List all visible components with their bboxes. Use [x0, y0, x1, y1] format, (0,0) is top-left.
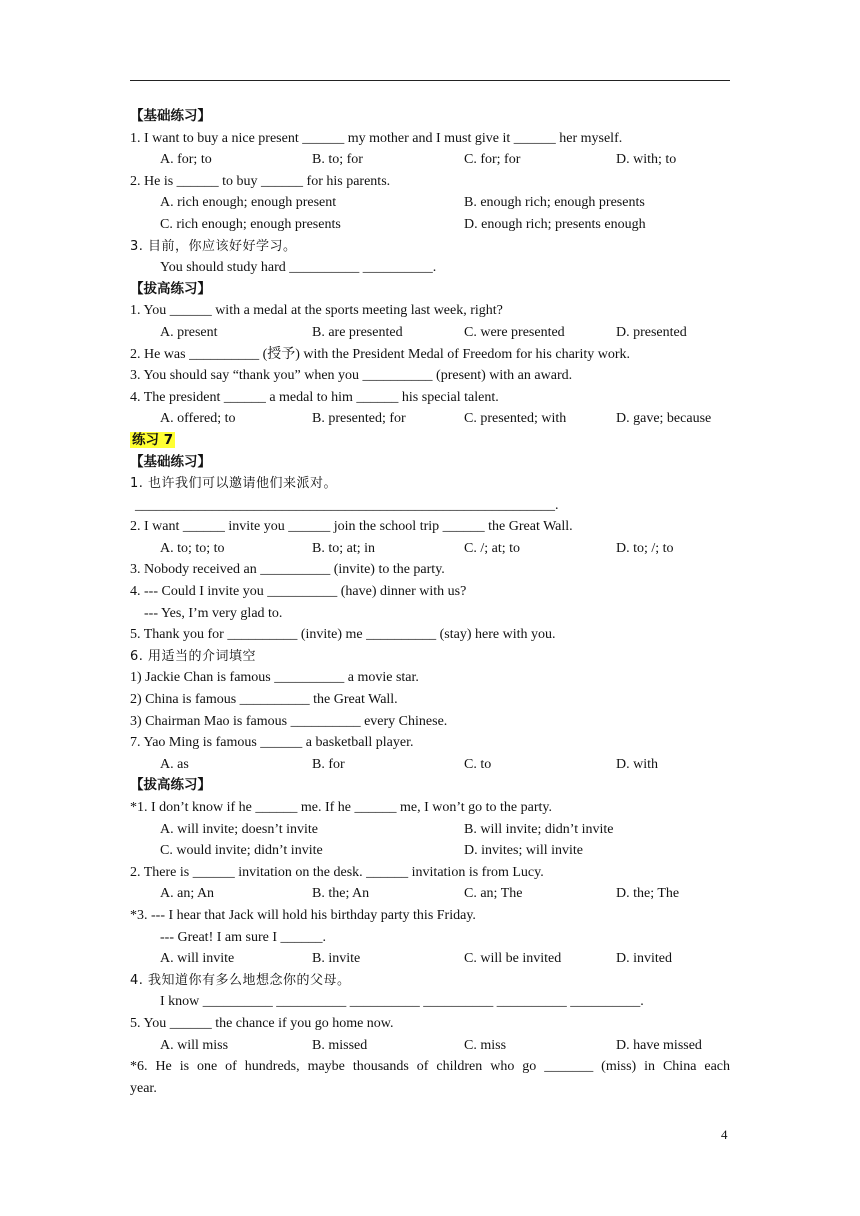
- header-rule: [130, 80, 730, 81]
- answer-option: A. for; to: [160, 152, 212, 168]
- answer-option: C. /; at; to: [464, 540, 520, 556]
- answer-option: C. miss: [464, 1037, 507, 1053]
- exercise-heading-label: 练习 7: [132, 431, 174, 448]
- question-text: 2. He is ______ to buy ______ for his parents.: [130, 173, 391, 189]
- question-text: 1. 也许我们可以邀请他们来派对。: [130, 476, 338, 492]
- answer-option: D. invites; will invite: [464, 843, 583, 859]
- question-text: 3) Chairman Mao is famous __________ every Chinese.: [130, 713, 448, 729]
- question-text: *1. I don’t know if he ______ me. If he ______ me, I won’t go to the party.: [130, 800, 553, 815]
- question-text: 2. I want ______ invite you ______ join the school trip ______ the Great Wall.: [130, 519, 573, 535]
- page-number: 4: [721, 1127, 728, 1142]
- dialogue-line: --- Yes, I’m very glad to.: [144, 605, 283, 621]
- question-text: 7. Yao Ming is famous ______ a basketball player.: [130, 735, 414, 751]
- question-text: 2) China is famous __________ the Great Wall.: [130, 692, 398, 708]
- answer-options: [130, 883, 730, 905]
- answer-options: [130, 1035, 730, 1057]
- answer-option: A. an; An: [160, 886, 215, 902]
- section-heading: 【基础练习】: [130, 108, 211, 124]
- answer-option: B. the; An: [312, 886, 370, 902]
- answer-option: D. enough rich; presents enough: [464, 216, 646, 232]
- question-text: 3. 目前，你应该好好学习。: [130, 238, 297, 254]
- exercise-heading: [130, 430, 730, 452]
- answer-option: B. will invite; didn’t invite: [464, 821, 614, 837]
- answer-options: [130, 408, 730, 430]
- answer-option: A. present: [160, 324, 218, 340]
- answer-options: [130, 322, 730, 344]
- answer-option: C. rich enough; enough presents: [160, 216, 341, 232]
- answer-option: C. presented; with: [464, 411, 567, 427]
- answer-option: B. for: [312, 756, 345, 772]
- question-text: 3. Nobody received an __________ (invite) to the party.: [130, 562, 445, 578]
- answer-option: D. with: [616, 756, 658, 772]
- answer-option: C. an; The: [464, 886, 523, 902]
- question-text: 4. The president ______ a medal to him ______ his special talent.: [130, 389, 499, 405]
- question-text: 1. You ______ with a medal at the sports meeting last week, right?: [130, 303, 503, 319]
- answer-option: C. would invite; didn’t invite: [160, 843, 323, 859]
- question-text: year.: [130, 1080, 157, 1096]
- answer-option: D. gave; because: [616, 411, 712, 427]
- answer-option: D. have missed: [616, 1037, 702, 1053]
- answer-line: --- Great! I am sure I ______.: [160, 929, 326, 945]
- answer-line: You should study hard __________ __________.: [160, 260, 437, 276]
- answer-option: A. rich enough; enough present: [160, 195, 337, 211]
- answer-option: B. presented; for: [312, 411, 406, 427]
- answer-option: A. will invite; doesn’t invite: [160, 821, 319, 837]
- answer-option: D. to; /; to: [616, 540, 674, 556]
- answer-option: B. to; for: [312, 152, 363, 168]
- question-text: 3. You should say “thank you” when you __________ (present) with an award.: [130, 368, 573, 384]
- answer-line: I know __________ __________ __________ __________ __________ __________.: [160, 994, 644, 1010]
- question-text: *6. He is one of hundreds, maybe thousands of children who go _______ (miss) in China each: [130, 1059, 730, 1075]
- question-text: 5. You ______ the chance if you go home now.: [130, 1015, 394, 1031]
- answer-option: C. to: [464, 756, 492, 772]
- section-heading: 【基础练习】: [130, 453, 211, 470]
- answer-line: ____________________________________________________________.: [135, 497, 559, 513]
- answer-option: A. will invite: [160, 951, 235, 967]
- answer-options: [130, 538, 730, 560]
- answer-option: B. are presented: [312, 324, 403, 340]
- answer-options: [130, 192, 730, 214]
- answer-option: A. as: [160, 756, 189, 772]
- answer-options: [130, 948, 730, 970]
- question-text: 6. 用适当的介词填空: [130, 648, 257, 664]
- question-text: 1) Jackie Chan is famous __________ a movie star.: [130, 670, 419, 686]
- answer-option: B. to; at; in: [312, 540, 375, 556]
- section-heading: 【拔高练习】: [130, 777, 211, 794]
- question-text: 2. There is ______ invitation on the desk. ______ invitation is from Lucy.: [130, 864, 544, 880]
- answer-option: A. will miss: [160, 1037, 229, 1053]
- question-text: *3. --- I hear that Jack will hold his birthday party this Friday.: [130, 907, 476, 923]
- answer-options: [130, 214, 730, 236]
- question-text: 5. Thank you for __________ (invite) me __________ (stay) here with you.: [130, 627, 556, 643]
- answer-options: [130, 819, 730, 841]
- question-text: 4. 我知道你有多么地想念你的父母。: [130, 972, 351, 988]
- answer-option: B. invite: [312, 951, 361, 967]
- answer-option: B. enough rich; enough presents: [464, 195, 645, 211]
- answer-option: D. presented: [616, 324, 687, 340]
- answer-option: D. with; to: [616, 152, 677, 168]
- question-text: 1. I want to buy a nice present ______ my mother and I must give it ______ her myself.: [130, 130, 623, 146]
- answer-option: C. for; for: [464, 152, 521, 168]
- answer-option: B. missed: [312, 1037, 368, 1053]
- answer-options: [130, 754, 730, 776]
- answer-option: C. were presented: [464, 324, 565, 340]
- answer-options: [130, 840, 730, 862]
- answer-option: D. invited: [616, 951, 672, 967]
- answer-option: A. offered; to: [160, 411, 236, 427]
- answer-option: C. will be invited: [464, 951, 562, 967]
- answer-option: D. the; The: [616, 886, 680, 902]
- worksheet-content: [130, 106, 730, 1099]
- section-heading: 【拔高练习】: [130, 280, 211, 297]
- answer-option: A. to; to; to: [160, 540, 225, 556]
- question-text: 4. --- Could I invite you __________ (have) dinner with us?: [130, 584, 467, 600]
- question-text: 2. He was __________ (授予) with the President Medal of Freedom for his charity work.: [130, 346, 631, 362]
- answer-options: [130, 149, 730, 171]
